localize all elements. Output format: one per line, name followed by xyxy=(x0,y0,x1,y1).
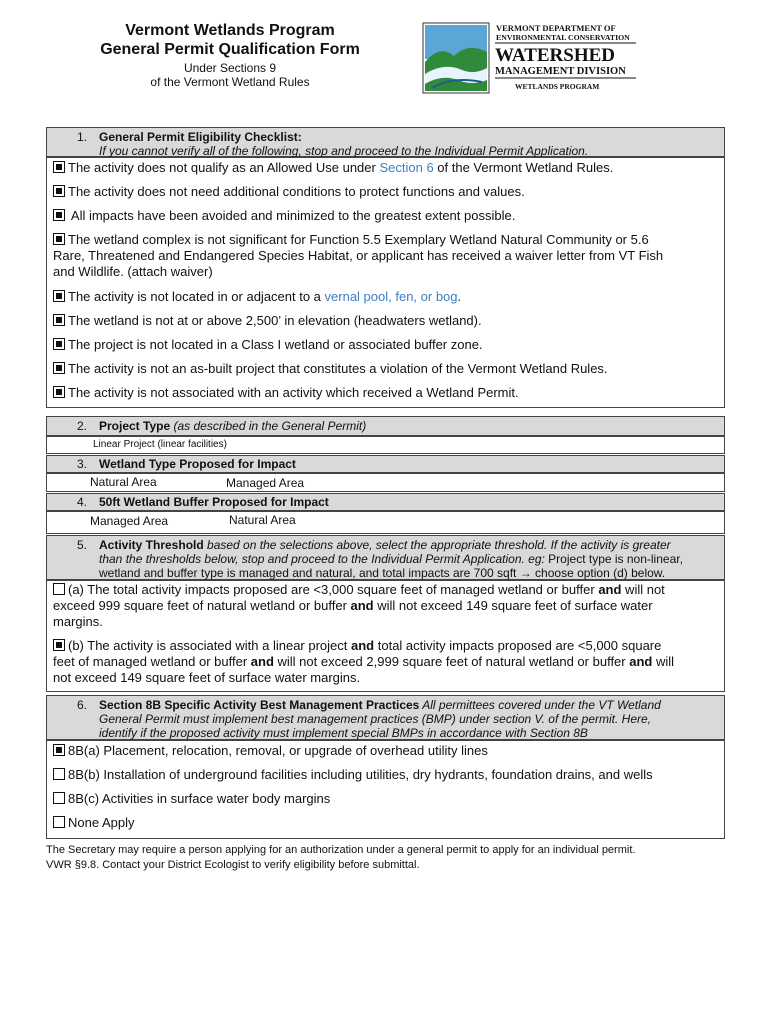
section5-title-wrap: Activity Threshold based on the selections above, select the appropriate threshold. If the activity is greater xyxy=(99,538,671,552)
vt-dec-logo xyxy=(422,22,637,94)
checkbox-checked[interactable] xyxy=(53,744,65,756)
section5-line3: wetland and buffer type is managed and natural, and total impacts are 700 sqft → choose option (d) below. xyxy=(99,566,666,580)
checklist-item-9: The activity is not associated with an activity which received a Wetland Permit. xyxy=(53,385,519,401)
logo-text-line1: VERMONT DEPARTMENT OF xyxy=(496,23,616,33)
logo-text-line2: ENVIRONMENTAL CONSERVATION xyxy=(496,33,630,42)
checkbox-unchecked[interactable] xyxy=(53,792,65,804)
checkbox-unchecked[interactable] xyxy=(53,768,65,780)
bmp-option-8bc: 8B(c) Activities in surface water body margins xyxy=(53,791,330,807)
threshold-option-a: (a) The total activity impacts proposed are <3,000 square feet of managed wetland or buffer and will not xyxy=(53,582,665,598)
wetland-type-natural[interactable]: Natural Area xyxy=(90,475,157,489)
section3-title: Wetland Type Proposed for Impact xyxy=(99,457,296,471)
checklist-item-4-line3: and Wildlife. (attach waiver) xyxy=(53,264,213,279)
threshold-option-b-line2: feet of managed wetland or buffer and will not exceed 2,999 square feet of natural wetland or buffer and will xyxy=(53,654,675,669)
threshold-option-b-line3: not exceed 149 square feet of surface water margins. xyxy=(53,670,361,685)
checkbox-checked[interactable] xyxy=(53,386,65,398)
buffer-type-managed[interactable]: Managed Area xyxy=(90,514,169,528)
threshold-option-a-line2: exceed 999 square feet of natural wetland or buffer and will not exceed 149 square feet of surface water xyxy=(53,598,653,613)
checklist-item-8: The activity is not an as-built project that constitutes a violation of the Vermont Wetland Rules. xyxy=(53,361,608,377)
section6-line3: identify if the proposed activity must implement special BMPs in accordance with Section 8B xyxy=(99,726,588,740)
bmp-option-none: None Apply xyxy=(53,815,135,831)
checklist-item-4-line2: Rare, Threatened and Endangered Species Habitat, or applicant has received a waiver letter from VT Fish xyxy=(53,248,664,263)
section1-header xyxy=(46,127,725,157)
logo-text-line5: WETLANDS PROGRAM xyxy=(515,82,600,91)
footer-line1: The Secretary may require a person applying for an authorization under a general permit to apply for an individual permit. xyxy=(46,844,636,856)
section6-header xyxy=(46,695,725,740)
checkbox-checked[interactable] xyxy=(53,161,65,173)
checkbox-checked[interactable] xyxy=(53,338,65,350)
checklist-item-7: The project is not located in a Class I wetland or associated buffer zone. xyxy=(53,337,483,353)
section2-number: 2. xyxy=(77,419,88,433)
bmp-option-8bb: 8B(b) Installation of underground facilities including utilities, dry hydrants, foundation drains, and wells xyxy=(53,767,653,783)
section3-number: 3. xyxy=(77,457,88,471)
checklist-item-6: The wetland is not at or above 2,500’ in elevation (headwaters wetland). xyxy=(53,313,482,329)
section1-number: 1. xyxy=(77,130,88,144)
form-subtitle-line2: of the Vermont Wetland Rules xyxy=(150,75,310,89)
checkbox-checked[interactable] xyxy=(53,314,65,326)
section5-header xyxy=(46,535,725,580)
section2-title-wrap: Project Type (as described in the General Permit) xyxy=(99,419,367,433)
logo-text-line3: WATERSHED xyxy=(495,45,616,66)
checkbox-checked[interactable] xyxy=(53,362,65,374)
checkbox-checked[interactable] xyxy=(53,290,65,302)
checkbox-checked[interactable] xyxy=(53,209,65,221)
threshold-option-a-line3: margins. xyxy=(53,614,103,629)
bmp-option-8ba: 8B(a) Placement, relocation, removal, or upgrade of overhead utility lines xyxy=(53,743,488,759)
section6-number: 6. xyxy=(77,698,88,712)
section4-title: 50ft Wetland Buffer Proposed for Impact xyxy=(99,495,329,509)
section1-note: If you cannot verify all of the following, stop and proceed to the Individual Permit Application. xyxy=(99,144,589,158)
section3-header xyxy=(46,455,725,473)
wetland-type-managed[interactable]: Managed Area xyxy=(226,476,305,490)
form-title-line1: Vermont Wetlands Program xyxy=(125,22,335,39)
threshold-option-b: (b) The activity is associated with a linear project and total activity impacts proposed are <5,000 square xyxy=(53,638,661,654)
project-type-value: Linear Project (linear facilities) xyxy=(93,439,227,450)
section4-number: 4. xyxy=(77,495,88,509)
footer-line2: VWR §9.8. Contact your District Ecologist to verify eligibility before submittal. xyxy=(46,859,420,871)
checkbox-unchecked[interactable] xyxy=(53,816,65,828)
section5-number: 5. xyxy=(77,538,88,552)
checklist-item-3: All impacts have been avoided and minimized to the greatest extent possible. xyxy=(53,208,515,224)
checkbox-checked[interactable] xyxy=(53,185,65,197)
checkbox-unchecked[interactable] xyxy=(53,583,65,595)
checkbox-checked[interactable] xyxy=(53,233,65,245)
form-subtitle-line1: Under Sections 9 xyxy=(183,61,277,75)
form-title-line2: General Permit Qualification Form xyxy=(100,41,360,58)
checklist-item-5: The activity is not located in or adjacent to a vernal pool, fen, or bog. xyxy=(53,289,461,305)
section6-line2: General Permit must implement best management practices (BMP) under section V. of the permit. Here, xyxy=(99,712,651,726)
watershed-logo-icon xyxy=(422,22,637,94)
footer-note xyxy=(46,843,736,873)
buffer-type-natural[interactable]: Natural Area xyxy=(229,513,296,527)
section5-line2: than the thresholds below, stop and proceed to the Individual Permit Application. eg: Project type is non-linear, xyxy=(99,552,683,566)
section4-header xyxy=(46,493,725,511)
section1-title: General Permit Eligibility Checklist: xyxy=(99,130,302,144)
checklist-item-4: The wetland complex is not significant for Function 5.5 Exemplary Wetland Natural Community or 5.6 xyxy=(53,232,649,248)
checklist-item-1: The activity does not qualify as an Allowed Use under Section 6 of the Vermont Wetland Rules. xyxy=(53,160,613,176)
project-type-field[interactable] xyxy=(46,436,725,454)
section-6-link[interactable]: Section 6 xyxy=(379,160,434,175)
section6-title-wrap: Section 8B Specific Activity Best Management Practices All permittees covered under the VT Wetland xyxy=(99,698,661,712)
checklist-item-2: The activity does not need additional conditions to protect functions and values. xyxy=(53,184,525,200)
section2-header xyxy=(46,416,725,436)
vernal-pool-link[interactable]: vernal pool, fen, or bog xyxy=(324,289,458,304)
checkbox-checked[interactable] xyxy=(53,639,65,651)
logo-text-line4: MANAGEMENT DIVISION xyxy=(495,66,626,77)
